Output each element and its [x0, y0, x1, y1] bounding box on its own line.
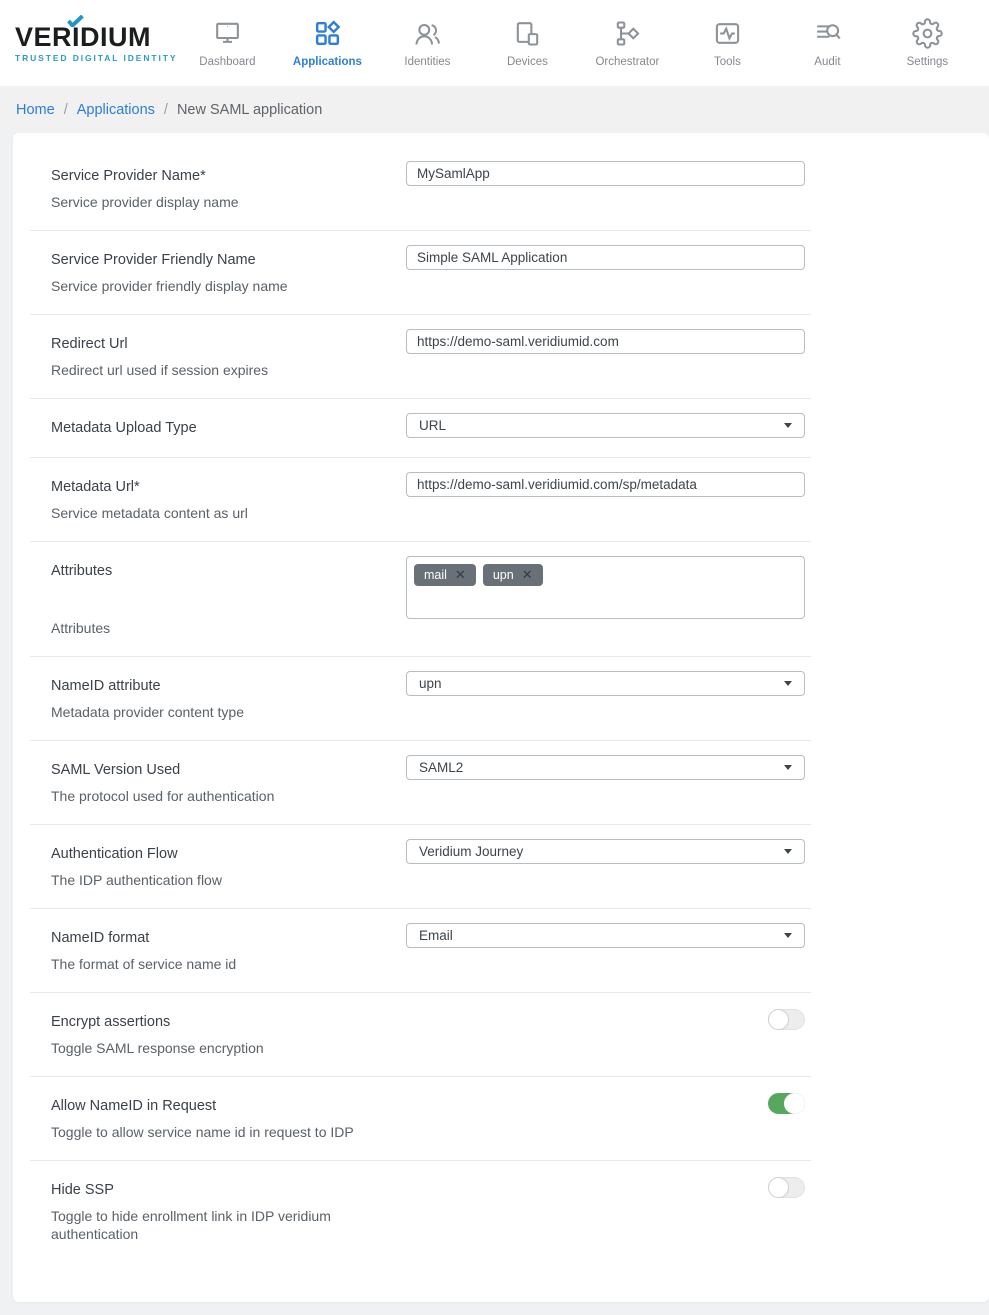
nav-item-audit[interactable] [777, 18, 877, 68]
form-row-redirect-url [30, 315, 811, 399]
field-hint: Toggle to hide enrollment link in IDP veridium authentication [51, 1208, 331, 1242]
main-nav [177, 18, 989, 68]
field-hint: Metadata provider content type [51, 704, 245, 720]
settings-gear-icon [912, 18, 943, 49]
select-value: Email [419, 928, 453, 943]
form-row-metadata-upload-type [30, 399, 811, 458]
form-row-saml-version [30, 741, 811, 825]
select-value: Veridium Journey [419, 844, 524, 859]
dropdown-caret-icon [784, 681, 792, 686]
nav-label: Settings [906, 56, 949, 68]
form-row-encrypt-assertions [30, 993, 811, 1077]
redirect-url-input[interactable] [406, 329, 805, 354]
nav-item-dashboard[interactable] [177, 18, 277, 68]
dropdown-caret-icon [784, 849, 792, 854]
hide-ssp-toggle[interactable] [768, 1177, 805, 1198]
identities-people-icon [412, 18, 443, 49]
form-row-attributes [30, 542, 811, 657]
metadata-url-input[interactable] [406, 472, 805, 497]
field-label: NameID attribute [51, 678, 161, 694]
field-hint: The format of service name id [51, 956, 237, 972]
dropdown-caret-icon [784, 765, 792, 770]
nav-label: Tools [713, 56, 741, 68]
remove-x-icon[interactable] [522, 568, 533, 582]
field-hint: Service provider display name [51, 194, 239, 210]
service-provider-friendly-name-input[interactable] [406, 245, 805, 270]
nav-label: Applications [292, 56, 362, 68]
dashboard-monitor-icon [212, 18, 243, 49]
select-value: upn [419, 676, 442, 691]
field-label: Encrypt assertions [51, 1014, 171, 1030]
dropdown-caret-icon [784, 423, 792, 428]
form-row-hide-ssp [30, 1161, 811, 1262]
nav-label: Orchestrator [595, 56, 660, 68]
nav-label: Devices [506, 56, 548, 68]
nav-item-devices[interactable] [477, 18, 577, 68]
checkmark-icon [67, 15, 84, 27]
field-label: Service Provider Name* [51, 168, 206, 184]
toggle-knob [784, 1093, 805, 1114]
nav-label: Dashboard [199, 56, 256, 68]
field-label: Service Provider Friendly Name [51, 252, 256, 268]
field-hint: Toggle SAML response encryption [51, 1040, 264, 1056]
nav-item-identities[interactable] [377, 18, 477, 68]
devices-icon [512, 18, 543, 49]
nameid-format-select[interactable] [406, 923, 805, 948]
field-label: Metadata Url* [51, 479, 140, 495]
field-hint: Service metadata content as url [51, 505, 248, 521]
breadcrumb-separator: / [163, 101, 168, 118]
field-label: Metadata Upload Type [51, 420, 197, 436]
attributes-input[interactable] [406, 556, 805, 619]
allow-nameid-in-request-toggle[interactable] [768, 1093, 805, 1114]
encrypt-assertions-toggle[interactable] [768, 1009, 805, 1030]
nav-label: Audit [814, 56, 841, 68]
form-row-nameid-attribute [30, 657, 811, 741]
attribute-chip-mail[interactable] [414, 564, 476, 586]
metadata-upload-type-select[interactable] [406, 413, 805, 438]
field-hint: Attributes [51, 620, 111, 636]
service-provider-name-input[interactable] [406, 161, 805, 186]
form-row-metadata-url [30, 458, 811, 542]
dropdown-caret-icon [784, 933, 792, 938]
select-value: SAML2 [419, 760, 464, 775]
applications-grid-icon [312, 18, 343, 49]
brand-wordmark: VER IDIUM [15, 24, 177, 51]
nameid-attribute-select[interactable] [406, 671, 805, 696]
breadcrumb [0, 86, 989, 133]
select-value: URL [419, 418, 447, 433]
authentication-flow-select[interactable] [406, 839, 805, 864]
nav-item-applications[interactable] [277, 18, 377, 68]
saml-version-select[interactable] [406, 755, 805, 780]
audit-search-icon [812, 18, 843, 49]
field-hint: Redirect url used if session expires [51, 362, 269, 378]
toggle-knob [768, 1177, 789, 1198]
field-label: NameID format [51, 930, 150, 946]
new-saml-application-form [13, 133, 989, 1302]
tools-activity-icon [712, 18, 743, 49]
field-label: Hide SSP [51, 1182, 114, 1198]
nav-item-tools[interactable] [677, 18, 777, 68]
field-label: Authentication Flow [51, 846, 178, 862]
toggle-knob [768, 1009, 789, 1030]
field-label: Allow NameID in Request [51, 1098, 217, 1114]
brand-tagline: TRUSTED DIGITAL IDENTITY [15, 52, 178, 63]
field-label: Redirect Url [51, 336, 128, 352]
form-row-service-provider-friendly-name [30, 231, 811, 315]
breadcrumb-link-applications[interactable]: Applications [76, 101, 155, 118]
orchestrator-flow-icon [612, 18, 643, 49]
breadcrumb-link-home[interactable]: Home [16, 101, 55, 118]
nav-label: Identities [404, 56, 451, 68]
field-hint: The IDP authentication flow [51, 872, 222, 888]
remove-x-icon[interactable] [455, 568, 466, 582]
form-row-authentication-flow [30, 825, 811, 909]
nav-item-settings[interactable] [877, 18, 977, 68]
chip-label: mail [424, 568, 447, 582]
field-hint: The protocol used for authentication [51, 788, 275, 804]
form-row-service-provider-name [30, 147, 811, 231]
nav-item-orchestrator[interactable] [577, 18, 677, 68]
field-label: Attributes [51, 563, 113, 579]
form-row-nameid-format [30, 909, 811, 993]
attribute-chip-upn[interactable] [483, 564, 543, 586]
field-hint: Toggle to allow service name id in request to IDP [51, 1124, 354, 1140]
top-navigation-bar [0, 0, 989, 86]
form-row-allow-nameid-in-request [30, 1077, 811, 1161]
breadcrumb-separator: / [63, 101, 68, 118]
field-label: SAML Version Used [51, 762, 181, 778]
chip-label: upn [492, 568, 514, 582]
veridium-logo[interactable] [0, 21, 178, 63]
breadcrumb-current: New SAML application [176, 101, 323, 118]
field-hint: Service provider friendly display name [51, 278, 288, 294]
